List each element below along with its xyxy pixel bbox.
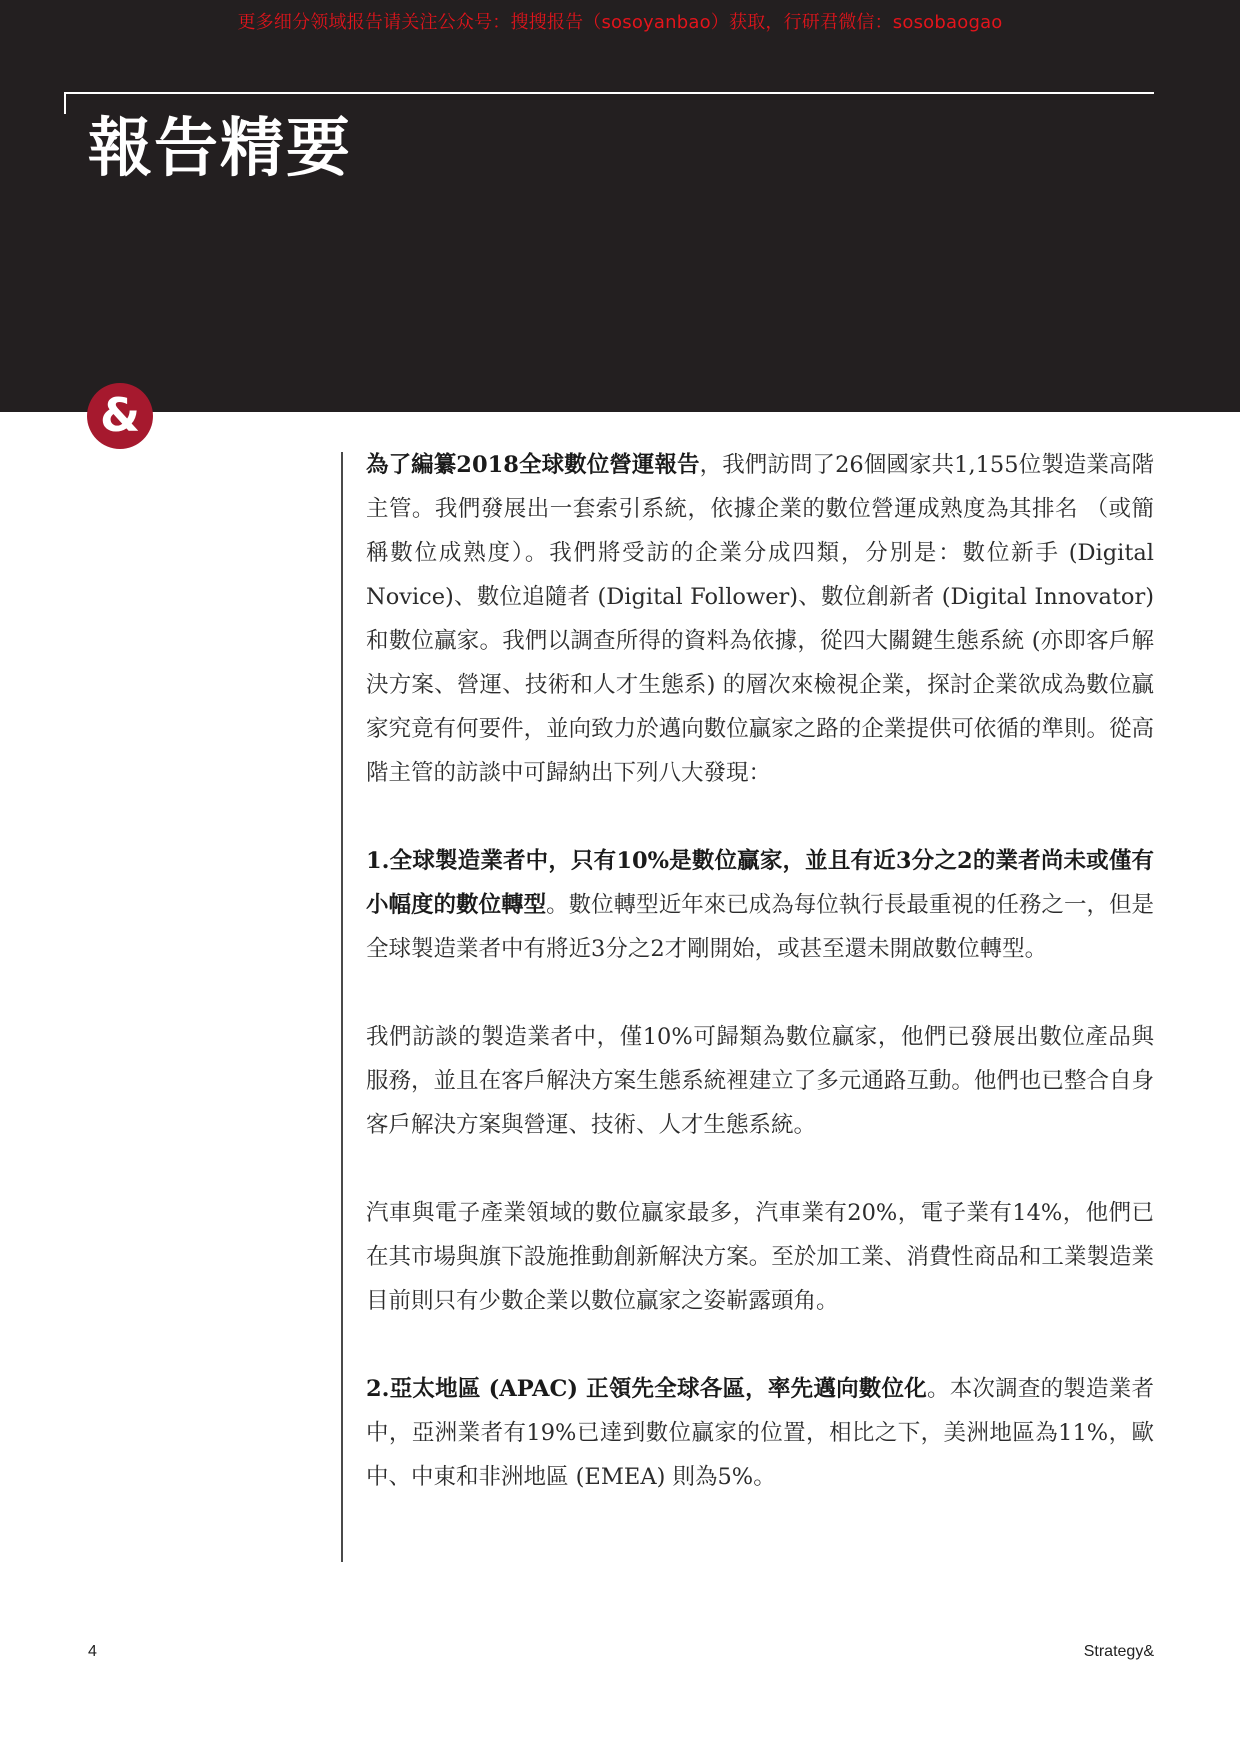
finding-1-text: 。數位轉型近年來已成為每位執行長最重視的任務之一，但是全球製造業者中有將近3分之2才剛開始，或甚至還未開啟數位轉型。 — [366, 892, 1154, 962]
promo-banner-text: 更多细分领域报告请关注公众号：搜搜报告（sosoyanbao）获取，行研君微信：sosobaogao — [237, 12, 1003, 33]
content-side-rule — [341, 452, 343, 1562]
ampersand-badge-icon — [87, 383, 153, 449]
industry-text: 汽車與電子產業領域的數位贏家最多，汽車業有20%，電子業有14%，他們已在其市場與旗下設施推動創新解決方案。至於加工業、消費性商品和工業製造業目前則只有少數企業以數位贏家之姿嶄露頭角。 — [366, 1200, 1154, 1314]
finding-2-text: 。本次調查的製造業者中，亞洲業者有19%已達到數位贏家的位置，相比之下，美洲地區為11%，歐中、中東和非洲地區 (EMEA) 則為5%。 — [366, 1376, 1154, 1490]
ampersand-symbol: & — [99, 388, 141, 442]
report-body — [366, 443, 1154, 1543]
header-band — [0, 0, 1240, 412]
digital-winners-text: 我們訪談的製造業者中，僅10%可歸類為數位贏家，他們已發展出數位產品與服務，並且在客戶解決方案生態系統裡建立了多元通路互動。他們也已整合自身客戶解決方案與營運、技術、人才生態系統。 — [366, 1024, 1154, 1138]
page-title: 報告精要 — [88, 111, 352, 186]
digital-winners-paragraph — [366, 1015, 1154, 1147]
intro-paragraph — [366, 443, 1154, 795]
title-corner-tick — [64, 92, 66, 114]
finding-2-paragraph — [366, 1367, 1154, 1499]
finding-1-paragraph — [366, 839, 1154, 971]
brand-footer: Strategy& — [1083, 1643, 1154, 1660]
intro-lead-bold: 為了編纂2018全球數位營運報告 — [366, 452, 700, 478]
intro-text: ，我們訪問了26個國家共1,155位製造業高階主管。我們發展出一套索引系統，依據企業的數位營運成熟度為其排名 （或簡稱數位成熟度）。我們將受訪的企業分成四類，分別是：數位新手 (Digital Novice)、數位追隨者 (Digital Follower)、數位創新者 (Digital Innovator) 和數位贏家。我們以調查所得的資料為依據，從四大關鍵生態系統 (亦即客戶解決方案、營運、技術和人才生態系) 的層次來檢視企業，探討企業欲成為數位贏家究竟有何要件，並向致力於邁向數位贏家之路的企業提供可依循的準則。從高階主管的訪談中可歸納出下列八大發現： — [366, 452, 1155, 786]
industry-paragraph — [366, 1191, 1154, 1323]
title-rule — [64, 92, 1154, 94]
finding-1-heading: 1.全球製造業者中，只有10%是數位贏家，並且有近3分之2的業者尚未或僅有小幅度的數位轉型 — [366, 848, 1154, 918]
finding-2-heading: 2.亞太地區 (APAC) 正領先全球各區，率先邁向數位化 — [366, 1376, 927, 1402]
page-number: 4 — [88, 1643, 97, 1660]
